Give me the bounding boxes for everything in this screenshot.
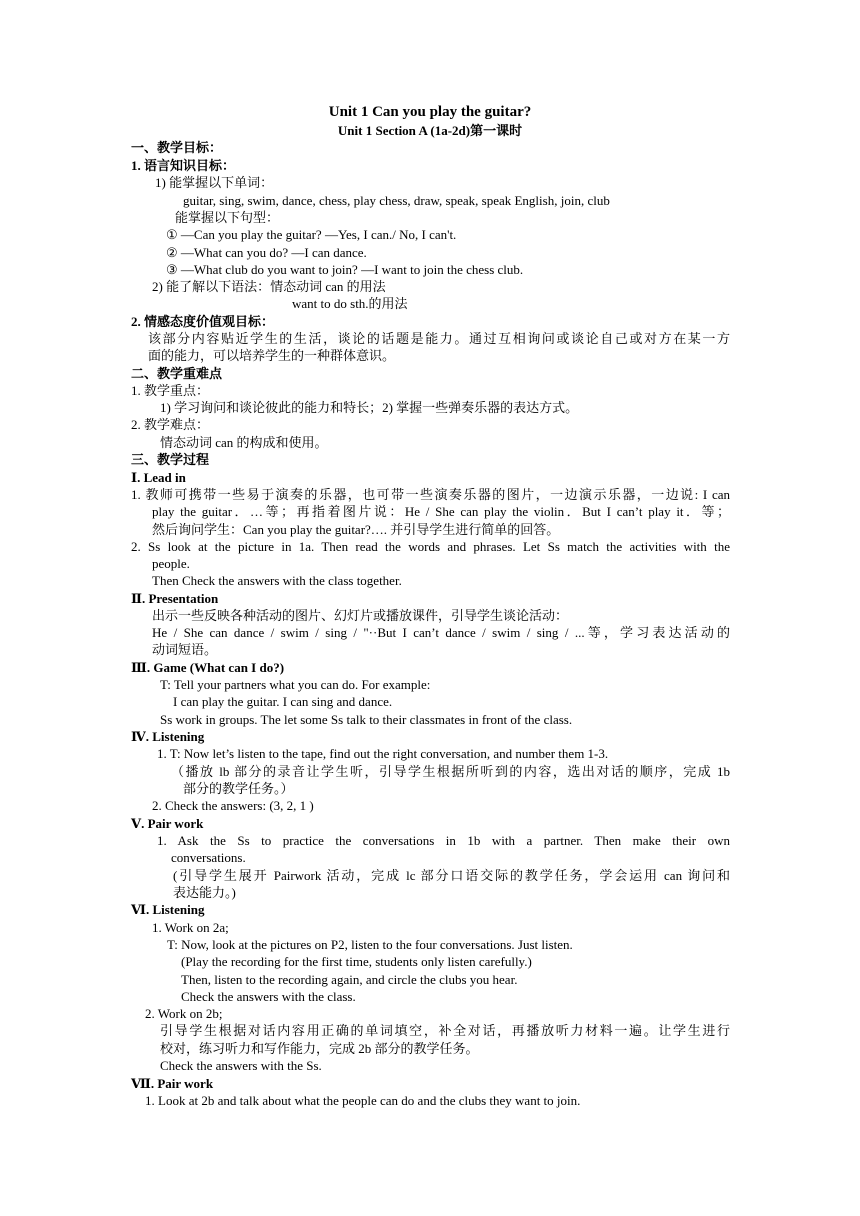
paragraph-line: Check the answers with the class. xyxy=(181,989,356,1004)
paragraph-line: 表达能力。) xyxy=(173,885,236,900)
sentence-pattern: ① —Can you play the guitar? —Yes, I can./ No, I can't. xyxy=(166,227,457,242)
paragraph-line: 校对，练习听力和写作能力，完成 2b 部分的教学任务。 xyxy=(160,1041,479,1056)
paragraph-line: (引导学生展开 Pairwork 活动，完成 lc 部分口语交际的教学任务，学会运用 can 询问和 xyxy=(173,868,730,883)
text-line: want to do sth.的用法 xyxy=(292,296,408,311)
step-heading-pair-work: Ⅴ. Pair work xyxy=(131,816,204,831)
text-line: 1) 能掌握以下单词： xyxy=(155,175,274,190)
paragraph-line: 面的能力，可以培养学生的一种群体意识。 xyxy=(148,348,396,363)
subheading-language-goals: 1. 语言知识目标： xyxy=(131,158,236,173)
paragraph-line: I can play the guitar. I can sing and dance. xyxy=(173,694,393,709)
paragraph-line: (Play the recording for the first time, students only listen carefully.) xyxy=(181,954,532,969)
paragraph-line: play the guitar．…等；再指着图片说：He / She can play the violin．But I can’t play it．等； xyxy=(152,504,730,519)
document-subtitle: Unit 1 Section A (1a-2d)第一课时 xyxy=(337,123,523,138)
text-line: 2. 教学难点： xyxy=(131,417,210,432)
paragraph-line: 1. Work on 2a; xyxy=(152,920,229,935)
section-heading-key-points: 二、教学重难点 xyxy=(131,366,223,381)
step-heading-listening: Ⅳ. Listening xyxy=(131,729,205,744)
text-line: 能掌握以下句型： xyxy=(175,210,280,225)
step-heading-lead-in: Ⅰ. Lead in xyxy=(131,470,186,485)
paragraph-line: He / She can dance / swim / sing / "··But I can’t dance / swim / sing / ...等，学习表达活动的 xyxy=(152,625,730,640)
paragraph-line: 引导学生根据对话内容用正确的单词填空，补全对话，再播放听力材料一遍。让学生进行 xyxy=(160,1023,730,1038)
step-heading-pair-work-2: Ⅶ. Pair work xyxy=(131,1076,214,1091)
paragraph-line: 部分的教学任务。） xyxy=(183,781,294,796)
paragraph-line: Ss work in groups. The let some Ss talk to their classmates in front of the class. xyxy=(160,712,573,727)
section-heading-process: 三、教学过程 xyxy=(131,452,210,467)
subheading-attitude-goals: 2. 情感态度价值观目标： xyxy=(131,314,275,329)
paragraph-line: people. xyxy=(152,556,190,571)
document-title: Unit 1 Can you play the guitar? xyxy=(328,104,532,120)
paragraph-line: 然后询问学生：Can you play the guitar?…. 并引导学生进行简单的回答。 xyxy=(152,522,560,537)
text-line: 1) 学习询问和谈论彼此的能力和特长；2) 掌握一些弹奏乐器的表达方式。 xyxy=(160,400,579,415)
step-heading-presentation: Ⅱ. Presentation xyxy=(131,591,219,606)
paragraph-line: 1. Ask the Ss to practice the conversations in 1b with a partner. Then make their own xyxy=(157,833,730,848)
paragraph-line: 动词短语。 xyxy=(152,642,218,657)
text-line: 1. 教学重点： xyxy=(131,383,210,398)
text-line: 情态动词 can 的构成和使用。 xyxy=(160,435,328,450)
paragraph-line: Then Check the answers with the class together. xyxy=(152,573,402,588)
paragraph-line: 出示一些反映各种活动的图片、幻灯片或播放课件，引导学生谈论活动： xyxy=(152,608,569,623)
paragraph-line: 1. 教师可携带一些易于演奏的乐器，也可带一些演奏乐器的图片，一边演示乐器，一边说: I can xyxy=(131,487,730,502)
paragraph-line: 2. Ss look at the picture in 1a. Then read the words and phrases. Let Ss match the activities with the xyxy=(131,539,730,554)
paragraph-line: Check the answers with the Ss. xyxy=(160,1058,322,1073)
section-heading-objectives: 一、教学目标： xyxy=(131,140,223,155)
sentence-pattern: ② —What can you do? —I can dance. xyxy=(166,245,367,260)
paragraph-line: T: Tell your partners what you can do. For example: xyxy=(160,677,431,692)
paragraph-line: 2. Work on 2b; xyxy=(145,1006,223,1021)
paragraph-line: 该部分内容贴近学生的生活，谈论的话题是能力。通过互相询问或谈论自己或对方在某一方 xyxy=(148,331,730,346)
text-line: 2) 能了解以下语法：情态动词 can 的用法 xyxy=(152,279,386,294)
paragraph-line: 1. T: Now let’s listen to the tape, find out the right conversation, and number them 1-3. xyxy=(157,746,609,761)
paragraph-line: conversations. xyxy=(171,850,246,865)
step-heading-game: Ⅲ. Game (What can I do?) xyxy=(131,660,285,675)
step-heading-listening-2: Ⅵ. Listening xyxy=(131,902,205,917)
paragraph-line: 2. Check the answers: (3, 2, 1 ) xyxy=(152,798,314,813)
paragraph-line: 1. Look at 2b and talk about what the people can do and the clubs they want to join. xyxy=(145,1093,581,1108)
sentence-pattern: ③ —What club do you want to join? —I want to join the chess club. xyxy=(166,262,524,277)
paragraph-line: （播放 lb 部分的录音让学生听，引导学生根据所听到的内容，选出对话的顺序，完成 1b xyxy=(171,764,730,779)
vocabulary-list: guitar, sing, swim, dance, chess, play chess, draw, speak, speak English, join, club xyxy=(183,193,610,208)
paragraph-line: Then, listen to the recording again, and circle the clubs you hear. xyxy=(181,972,518,987)
paragraph-line: T: Now, look at the pictures on P2, listen to the four conversations. Just listen. xyxy=(167,937,573,952)
